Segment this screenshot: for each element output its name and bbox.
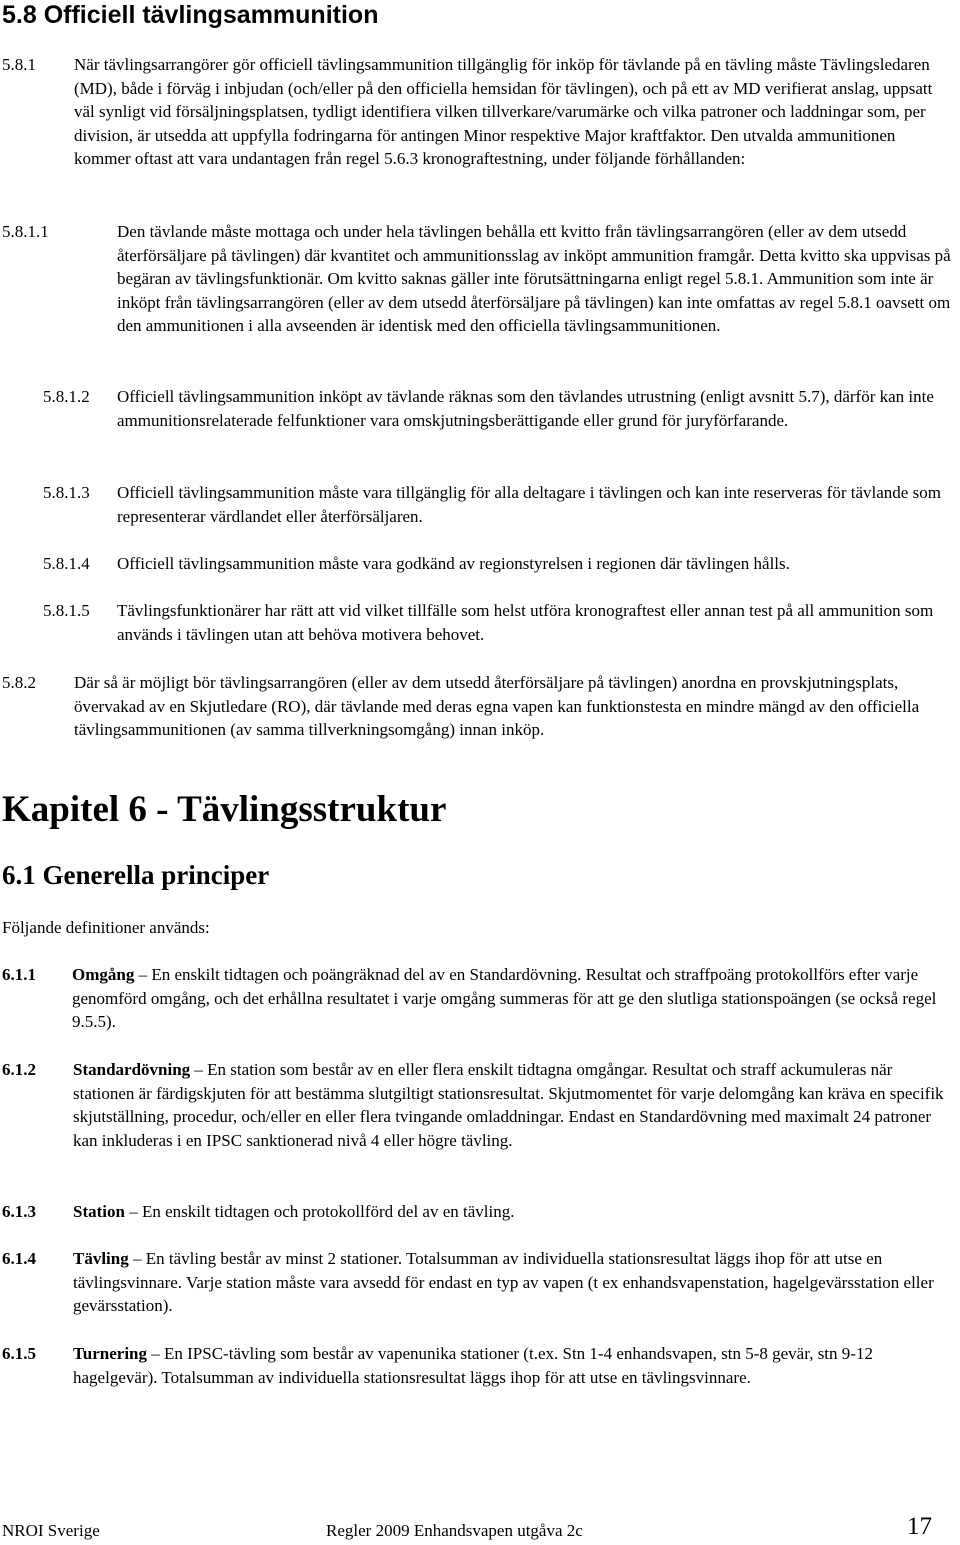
definition-term: Standardövning <box>73 1060 191 1079</box>
definition-number: 6.1.1 <box>2 965 36 984</box>
definition-body: – En enskilt tidtagen och poängräknad del av en Standardövning. Resultat och straffpoäng protokollförs efter varje genomförd omgång, och det erhållna resultatet i varje omgång summeras för att ge den slutliga stationspoängen (se också regel 9.5.5). <box>72 965 937 1031</box>
definition-body: – En enskilt tidtagen och protokollförd del av en tävling. <box>124 1202 515 1221</box>
definition-number: 6.1.2 <box>2 1060 36 1079</box>
footer-organization: NROI Sverige <box>2 1521 100 1540</box>
rule-text: Tävlingsfunktionärer har rätt att vid vilket tillfälle som helst utföra kronograftest eller annan test på all ammunition som används i tävlingen utan att behöva motivera behovet. <box>117 601 934 644</box>
section-heading: 5.8 Officiell tävlingsammunition <box>2 1 379 29</box>
page-number: 17 <box>907 1513 932 1540</box>
subsection-heading: 6.1 Generella principer <box>2 860 270 890</box>
chapter-heading: Kapitel 6 - Tävlingsstruktur <box>2 789 447 830</box>
rule-text: Officiell tävlingsammunition måste vara godkänd av regionstyrelsen i regionen där tävlingen hålls. <box>117 554 790 573</box>
definition-term: Tävling <box>73 1249 129 1268</box>
rule-text: Officiell tävlingsammunition måste vara tillgänglig för alla deltagare i tävlingen och kan inte reserveras för tävlande som representerar värdlandet eller återförsäljaren. <box>117 483 941 526</box>
rule-text: Där så är möjligt bör tävlingsarrangören (eller av dem utsedd återförsäljare på tävlingen) anordna en provskjutningsplats, övervakad av en Skjutledare (RO), där tävlande med deras egna vapen kan funktionstesta en mindre mängd av den officiella tävlingsammunitionen (av samma tillverkningsomgång) innan inköp. <box>74 673 920 739</box>
definition-text <box>73 1247 956 1318</box>
rule-number: 5.8.1.2 <box>43 387 90 406</box>
rule-number: 5.8.1.5 <box>43 601 90 620</box>
definition-text <box>73 1342 956 1389</box>
rule-number: 5.8.1 <box>2 55 36 74</box>
rule-text: Officiell tävlingsammunition inköpt av tävlande räknas som den tävlandes utrustning (enligt avsnitt 5.7), därför kan inte ammunitionsrelaterade felfunktioner vara omskjutningsberättigande eller grund för juryförfarande. <box>117 387 934 430</box>
rule-number: 5.8.1.1 <box>2 222 49 241</box>
definition-number: 6.1.4 <box>2 1249 36 1268</box>
definition-text <box>73 1058 956 1152</box>
rule-number: 5.8.1.4 <box>43 554 90 573</box>
footer-document-title: Regler 2009 Enhandsvapen utgåva 2c <box>326 1521 583 1540</box>
definition-number: 6.1.3 <box>2 1202 36 1221</box>
definition-term: Turnering <box>73 1344 148 1363</box>
definition-text <box>73 1200 956 1224</box>
rule-text: När tävlingsarrangörer gör officiell tävlingsammunition tillgänglig för inköp för tävlande på en tävling måste Tävlingsledaren (MD), både i förväg i inbjudan (och/eller på den officiella hemsidan för tävlingen), och på ett av MD verifierat anslag, uppsatt väl synligt vid försäljningsplatsen, tydligt identifiera vilken tillverkare/varumärke och vilka patroner och laddningar som, per division, är utsedda att uppfylla fodringarna för antingen Minor respektive Major kraftfaktor. Den utvalda ammunitionen kommer oftast att vara undantagen från regel 5.6.3 kronograftestning, under följande förhållanden: <box>74 55 933 168</box>
definitions-intro: Följande definitioner används: <box>2 918 210 937</box>
definition-body: – En tävling består av minst 2 stationer. Totalsumman av individuella stationsresultat läggs ihop för att utse en tävlingsvinnare. Varje station måste vara avsedd för endast en typ av vapen (t ex enhandsvapenstation, hagelgevärsstation eller gevärsstation). <box>73 1249 934 1315</box>
definition-body: – En station som består av en eller flera enskilt tidtagna omgångar. Resultat och straff ackumuleras när stationen är färdigskjuten för att bestämma slutgiltigt stationsresultat. Skjutmomentet för varje delomgång kan kräva en specifik skjutställning, procedur, och/eller en eller flera tvingande omladdningar. Endast en Standardövning med maximalt 24 patroner kan inkluderas i en IPSC sanktionerad nivå 4 eller högre tävling. <box>73 1060 944 1150</box>
definition-text <box>72 963 956 1034</box>
definition-term: Station <box>73 1202 125 1221</box>
definition-number: 6.1.5 <box>2 1344 36 1363</box>
definition-body: – En IPSC-tävling som består av vapenunika stationer (t.ex. Stn 1-4 enhandsvapen, stn 5-8 gevär, stn 9-12 hagelgevär). Totalsumman av individuella stationsresultat läggs ihop för att utse en tävlingsvinnare. <box>73 1344 873 1387</box>
definition-term: Omgång <box>72 965 135 984</box>
rule-text: Den tävlande måste mottaga och under hela tävlingen behålla ett kvitto från tävlingsarrangören (eller av dem utsedd återförsäljare på tävlingen) där kvantitet och ammunitionsslag av inköpt ammunition framgår. Detta kvitto ska uppvisas på begäran av tävlingsfunktionär. Om kvitto saknas gäller inte förutsättningarna enligt regel 5.8.1. Ammunition som inte är inköpt från tävlingsarrangören (eller av dem utsedd återförsäljare på tävlingen) kan inte omfattas av regel 5.8.1 oavsett om den ammunitionen i alla avseenden är identisk med den officiella tävlingsammunitionen. <box>117 222 951 335</box>
rule-number: 5.8.1.3 <box>43 483 90 502</box>
rule-number: 5.8.2 <box>2 673 36 692</box>
